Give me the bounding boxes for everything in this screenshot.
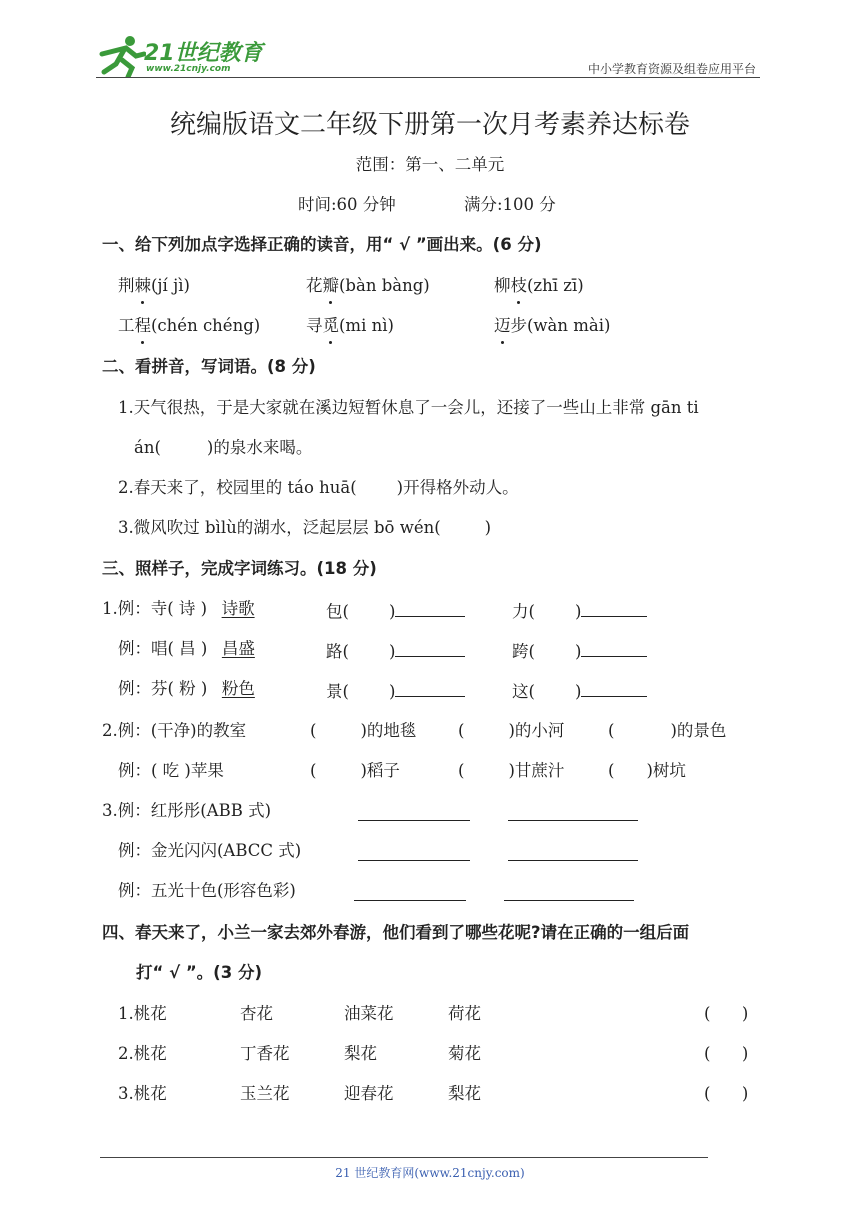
- q3-cell: 力( ): [512, 598, 647, 623]
- q3-r6-blank: [508, 802, 638, 821]
- q2-line-1b: án( )的泉水来喝。: [134, 438, 313, 457]
- q3-example: 例：芬( 粉 ) 粉色: [118, 679, 255, 698]
- logo-url: www.21cnjy.com: [146, 64, 231, 74]
- q1-item: 寻觅(mi nì): [306, 316, 394, 335]
- q1-item: 工程(chén chéng): [118, 316, 261, 335]
- q2-heading: 二、看拼音，写词语。(8 分): [102, 357, 316, 376]
- q4-answer-paren: ( ): [704, 1044, 749, 1063]
- q3-r6-ex: 3.例：红彤彤(ABB 式): [102, 801, 272, 820]
- q4-row: 1.桃花 杏花 油菜花 荷花: [118, 1004, 481, 1023]
- q2-line-2: 2.春天来了，校园里的 táo huā( )开得格外动人。: [118, 478, 519, 497]
- q3-heading: 三、照样子，完成字词练习。(18 分): [102, 559, 377, 578]
- q3-r5-ex: 例：( 吃 )苹果: [118, 761, 224, 780]
- logo-text: 21世纪教育: [144, 41, 263, 66]
- q2-line-1a: 1.天气很热，于是大家就在溪边短暂休息了一会儿，还接了一些山上非常 gān ti: [118, 398, 699, 417]
- q1-item: 荆棘(jí jì): [118, 276, 190, 295]
- header-logo: [96, 34, 266, 80]
- footer-rule: [100, 1157, 708, 1158]
- q2-line-3: 3.微风吹过 bìlù的湖水，泛起层层 bō wén( ): [118, 518, 492, 537]
- time-label: 时间:60 分钟: [298, 195, 396, 214]
- q3-r7-ex: 例：金光闪闪(ABCC 式): [118, 841, 302, 860]
- q1-item: 柳枝(zhī zī): [494, 276, 584, 295]
- q4-answer-paren: ( ): [704, 1084, 749, 1103]
- q4-row: 2.桃花 丁香花 梨花 菊花: [118, 1044, 481, 1063]
- platform-label: 中小学教育资源及组卷应用平台: [587, 62, 756, 76]
- q3-r7-blank: [358, 842, 470, 861]
- q3-cell: 路( ): [326, 638, 465, 663]
- q3-r6-blank: [358, 802, 470, 821]
- q3-r8-blank: [504, 882, 634, 901]
- q3-example: 例：唱( 昌 ) 昌盛: [118, 639, 255, 658]
- q3-r4-b3: ( )的景色: [608, 721, 727, 740]
- runner-logo-icon: [96, 34, 146, 78]
- header-rule: [96, 77, 760, 78]
- q3-r4-b2: ( )的小河: [458, 721, 565, 740]
- scope-line: 范围：第一、二单元: [355, 155, 505, 174]
- q4-row: 3.桃花 玉兰花 迎春花 梨花: [118, 1084, 481, 1103]
- q3-r5-b3: ( )树坑: [608, 761, 686, 780]
- q3-r4-ex: 2.例：(干净)的教室: [102, 721, 247, 740]
- q3-example: 1.例：寺( 诗 ) 诗歌: [102, 599, 255, 618]
- q4-heading-2: 打“ √ ”。(3 分): [136, 963, 262, 982]
- q3-cell: 景( ): [326, 678, 465, 703]
- q1-item: 花瓣(bàn bàng): [306, 276, 430, 295]
- q1-heading: 一、给下列加点字选择正确的读音，用“ √ ”画出来。(6 分): [102, 235, 542, 254]
- q3-cell: 包( ): [326, 598, 465, 623]
- q3-cell: 跨( ): [512, 638, 647, 663]
- page-title: 统编版语文二年级下册第一次月考素养达标卷: [169, 110, 690, 140]
- q4-answer-paren: ( ): [704, 1004, 749, 1023]
- q3-r8-ex: 例：五光十色(形容色彩): [118, 881, 296, 900]
- score-label: 满分:100 分: [464, 195, 556, 214]
- q3-r5-b2: ( )甘蔗汁: [458, 761, 565, 780]
- q3-r5-b1: ( )稻子: [310, 761, 400, 780]
- q3-r8-blank: [354, 882, 466, 901]
- q3-r4-b1: ( )的地毯: [310, 721, 417, 740]
- footer-text: 21 世纪教育网(www.21cnjy.com): [335, 1166, 525, 1180]
- q3-cell: 这( ): [512, 678, 647, 703]
- q3-r7-blank: [508, 842, 638, 861]
- q4-heading-1: 四、春天来了，小兰一家去郊外春游，他们看到了哪些花呢?请在正确的一组后面: [102, 923, 690, 942]
- q1-item: 迈步(wàn mài): [494, 316, 611, 335]
